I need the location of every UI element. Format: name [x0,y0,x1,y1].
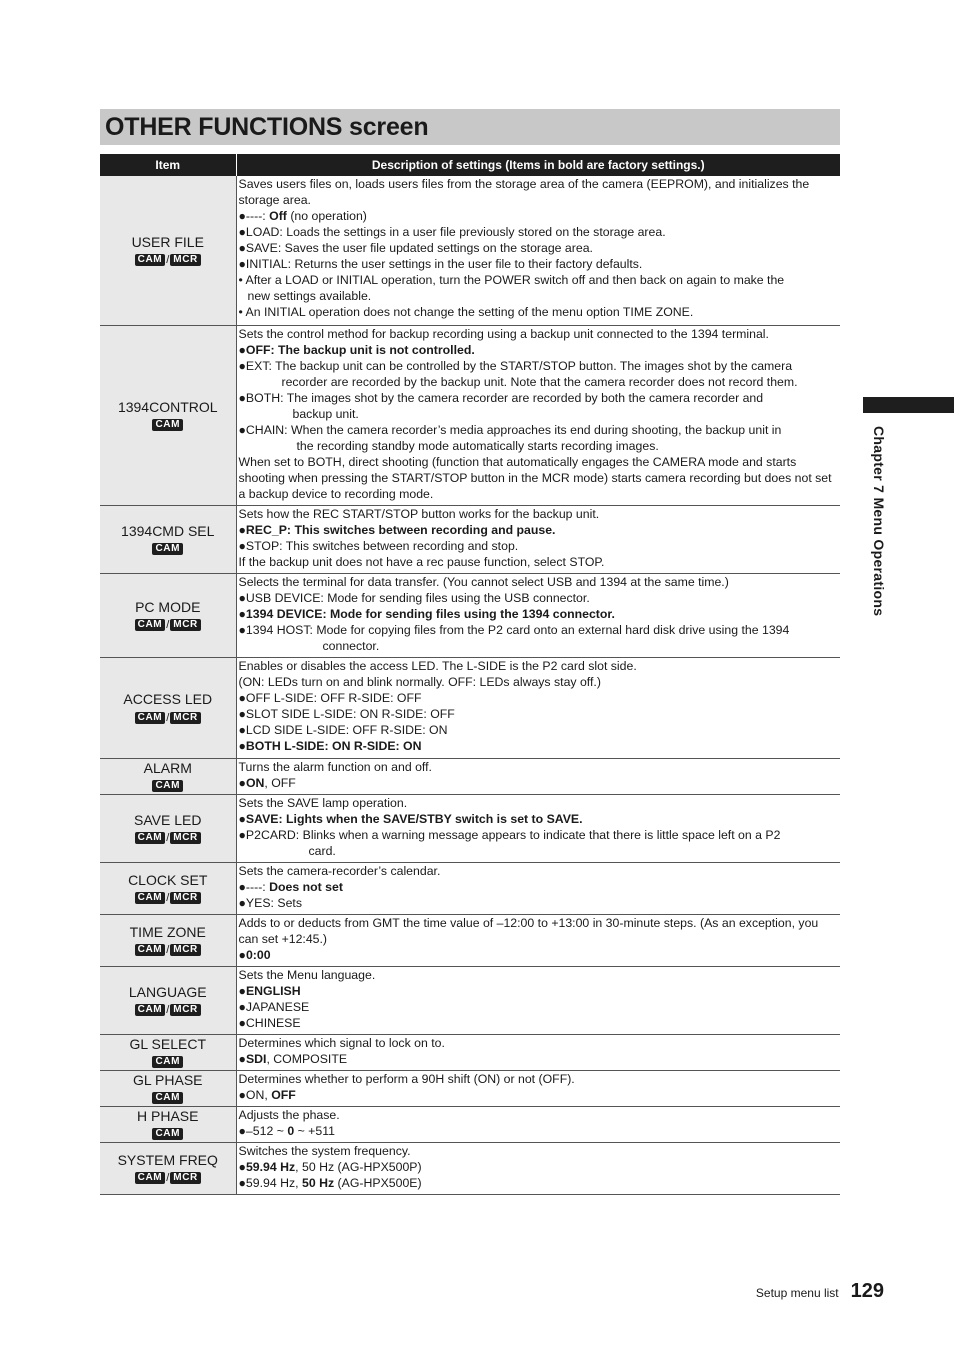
mode-badges [100,542,236,555]
cam-badge: CAM [135,254,166,266]
table-row [100,966,840,1034]
cam-badge: CAM [152,1056,183,1068]
description-text: Determines which signal to lock on to. [238,1035,445,1050]
option-line: ●SAVE: Lights when the SAVE/STBY switch is set to SAVE. [238,811,583,826]
item-cell [100,862,236,914]
mode-badges [100,1127,236,1140]
cam-badge: CAM [135,712,166,724]
page-footer [756,1280,884,1303]
option-line: the recording standby mode automatically starts recording images. [296,438,659,453]
option-line: ●CHAIN: When the camera recorder’s media approaches its end during shooting, the backup unit in [238,422,782,437]
cam-badge: CAM [152,1092,183,1104]
description-text: Enables or disables the access LED. The L-SIDE is the P2 card slot side. [238,658,637,673]
header-description: Description of settings (Items in bold are factory settings.) [236,154,840,176]
table-row [100,505,840,573]
mcr-badge: MCR [170,619,201,631]
mode-badges [100,710,236,723]
cam-badge: CAM [135,1004,166,1016]
mode-badges [100,831,236,844]
description-text: Adjusts the phase. [238,1107,340,1122]
item-cell [100,325,236,505]
page-number: 129 [850,1280,884,1302]
option-line: card. [308,843,336,858]
description-cell [236,657,840,758]
mcr-badge: MCR [170,1004,201,1016]
badge-separator: / [166,619,170,632]
description-text: Sets the control method for backup recording using a backup unit connected to the 1394 terminal. [238,326,769,341]
item-cell [100,505,236,573]
option-line: ●SAVE: Saves the user file updated settings on the storage area. [238,241,593,255]
badge-separator: / [166,254,170,267]
item-cell [100,794,236,862]
item-cell [100,1070,236,1106]
note-line: • An INITIAL operation does not change the setting of the menu option TIME ZONE. [238,305,694,319]
option-line: ●REC_P: This switches between recording and pause. [238,522,556,537]
description-cell [236,1142,840,1194]
item-name: LANGUAGE [128,983,207,1000]
chapter-label: Chapter 7 Menu Operations [871,426,887,617]
header-item: Item [100,154,236,176]
mode-badges [100,1003,236,1016]
item-cell [100,966,236,1034]
description-text: Sets the camera-recorder’s calendar. [238,863,441,878]
item-name: H PHASE [137,1107,199,1124]
description-cell [236,325,840,505]
item-cell [100,573,236,657]
badge-separator: / [166,832,170,845]
item-cell [100,1106,236,1142]
table-row [100,758,840,794]
item-name: SYSTEM FREQ [117,1151,218,1168]
option-line: ●EXT: The backup unit can be controlled by the START/STOP button. The images shot by the camera [238,358,793,373]
cam-badge: CAM [152,780,183,792]
badge-separator: / [166,1172,170,1185]
mode-badges [100,891,236,904]
option-line: ●P2CARD: Blinks when a warning message appears to indicate that there is little space left on a P2 [238,827,781,842]
chapter-tab-bar [863,397,954,413]
table-row [100,657,840,758]
option-line: ●–512 ~ 0 ~ +511 [238,1123,335,1138]
option-line: ●0:00 [238,947,271,962]
item-name: ALARM [143,759,192,776]
cam-badge: CAM [152,543,183,555]
settings-table [100,154,840,1195]
table-row [100,573,840,657]
item-name: GL PHASE [132,1071,203,1088]
option-line: ●INITIAL: Returns the user settings in the user file to their factory defaults. [238,257,643,271]
item-name: SAVE LED [134,811,202,828]
option-line: ●59.94 Hz, 50 Hz (AG-HPX500E) [238,1175,422,1190]
item-cell [100,176,236,325]
description-text: Switches the system frequency. [238,1143,411,1158]
table-row [100,1070,840,1106]
item-name: TIME ZONE [129,923,206,940]
mode-badges [100,943,236,956]
item-name: USER FILE [131,234,204,251]
table-row [100,1106,840,1142]
mode-badges [100,1091,236,1104]
option-line: ●OFF: The backup unit is not controlled. [238,342,475,357]
item-cell [100,914,236,966]
table-row [100,176,840,325]
description-text: Sets how the REC START/STOP button works for the backup unit. [238,506,600,521]
item-name: ACCESS LED [123,691,213,708]
description-cell [236,914,840,966]
option-line: ●ON, OFF [238,1087,296,1102]
mcr-badge: MCR [170,944,201,956]
option-line: ●1394 HOST: Mode for copying files from the P2 card onto an external hard disk drive using the 1394 [238,622,790,637]
option-line: ●OFF L-SIDE: OFF R-SIDE: OFF [238,690,422,705]
title-bar [100,109,840,145]
description-cell [236,1106,840,1142]
mcr-badge: MCR [170,712,201,724]
description-text: Sets the Menu language. [238,967,376,982]
description-cell [236,862,840,914]
option-line: ●ON, OFF [238,775,296,790]
page-title: OTHER FUNCTIONS screen [105,113,429,141]
option-line: ●----: Does not set [238,879,343,894]
cam-badge: CAM [152,419,183,431]
mode-badges [100,779,236,792]
mode-badges [100,1055,236,1068]
mode-badges [100,1171,236,1184]
note-text: When set to BOTH, direct shooting (function that automatically engages the CAMERA mode and starts shooting when pressing the START/STOP button in the MCR mode) starts camera recording but does not set a backup device to recording mode. [238,454,832,501]
option-line: ●----: Off (no operation) [238,209,367,223]
footer-section-label: Setup menu list [755,1286,839,1300]
item-cell [100,758,236,794]
mcr-badge: MCR [170,1172,201,1184]
description-text: Determines whether to perform a 90H shift (ON) or not (OFF). [238,1071,575,1086]
option-line: backup unit. [292,406,359,421]
item-name: 1394CONTROL [117,398,218,415]
cam-badge: CAM [135,892,166,904]
cam-badge: CAM [152,1128,183,1140]
cam-badge: CAM [135,944,166,956]
description-cell [236,794,840,862]
option-line: ●USB DEVICE: Mode for sending files using the USB connector. [238,590,590,605]
description-text: Selects the terminal for data transfer. (You cannot select USB and 1394 at the same time.) [238,574,729,589]
option-line: ●BOTH L-SIDE: ON R-SIDE: ON [238,738,422,753]
option-line: ●59.94 Hz, 50 Hz (AG-HPX500P) [238,1159,422,1174]
table-row [100,914,840,966]
table-row [100,1034,840,1070]
mcr-badge: MCR [170,892,201,904]
item-cell [100,657,236,758]
item-name: PC MODE [135,598,201,615]
description-cell [236,505,840,573]
description-text: Adds to or deducts from GMT the time value of –12:00 to +13:00 in 30-minute steps. (As an exception, you can set +12:45.) [238,915,819,946]
description-cell [236,758,840,794]
item-name: CLOCK SET [128,871,208,888]
description-text: Turns the alarm function on and off. [238,759,432,774]
table-row [100,325,840,505]
option-line: ●JAPANESE [238,999,310,1014]
badge-separator: / [166,1004,170,1017]
description-text: Saves users files on, loads users files from the storage area of the camera (EEPROM), and initializes the storage area. [238,177,810,207]
option-line: ●SDI, COMPOSITE [238,1051,348,1066]
mode-badges [100,418,236,431]
badge-separator: / [166,711,170,724]
option-line: ●CHINESE [238,1015,301,1030]
option-line: ●STOP: This switches between recording and stop. [238,538,519,553]
table-row [100,1142,840,1194]
badge-separator: / [166,944,170,957]
option-line: ●BOTH: The images shot by the camera recorder are recorded by both the camera recorder and [238,390,764,405]
option-line: recorder are recorded by the backup unit. Note that the camera recorder does not record them. [281,374,798,389]
option-line: ●YES: Sets [238,895,302,910]
mcr-badge: MCR [170,254,201,266]
description-cell [236,966,840,1034]
option-line: ●ENGLISH [238,983,301,998]
option-line: ●LOAD: Loads the settings in a user file previously stored on the storage area. [238,225,666,239]
table-header-row [100,154,840,176]
option-line: ●LCD SIDE L-SIDE: OFF R-SIDE: ON [238,722,448,737]
table-row [100,862,840,914]
option-line: connector. [322,638,380,653]
badge-separator: / [166,892,170,905]
item-name: GL SELECT [129,1035,206,1052]
table-row [100,794,840,862]
cam-badge: CAM [135,1172,166,1184]
description-cell [236,176,840,325]
cam-badge: CAM [135,832,166,844]
note-line: If the backup unit does not have a rec pause function, select STOP. [238,554,605,569]
note-line: • After a LOAD or INITIAL operation, turn the POWER switch off and then back on again to make the [238,273,785,287]
note-line: new settings available. [247,289,372,303]
description-text: Sets the SAVE lamp operation. [238,795,408,810]
description-cell [236,573,840,657]
option-line: ●SLOT SIDE L-SIDE: ON R-SIDE: OFF [238,706,455,721]
item-cell [100,1142,236,1194]
option-line: ●1394 DEVICE: Mode for sending files using the 1394 connector. [238,606,615,621]
mode-badges [100,253,236,266]
cam-badge: CAM [135,619,166,631]
item-cell [100,1034,236,1070]
item-name: 1394CMD SEL [121,522,215,539]
description-cell [236,1070,840,1106]
description-text: (ON: LEDs turn on and blink normally. OFF: LEDs always stay off.) [238,674,601,689]
description-cell [236,1034,840,1070]
mode-badges [100,618,236,631]
mcr-badge: MCR [170,832,201,844]
